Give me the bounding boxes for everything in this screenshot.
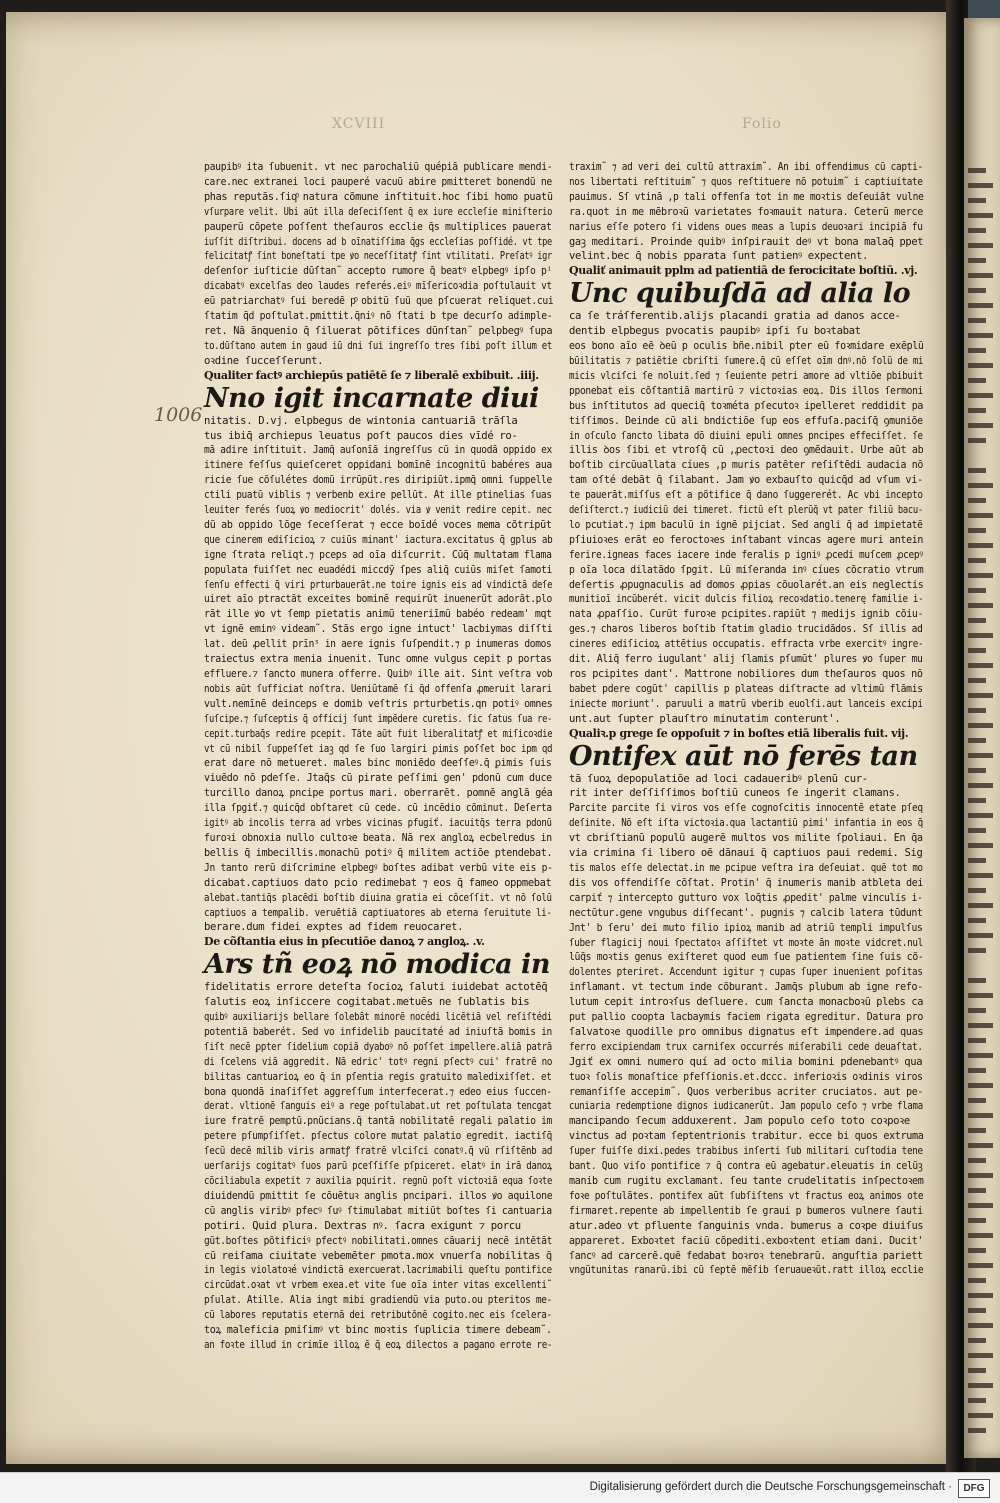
text-line: pauperū cõpete poſſent theſauros ecclie q̄s multiplices pauerat xyxy=(204,220,552,233)
text-line: felicitatꝭ ſint boneſtati tpe ꝟo neceſſitatꝭ ſint vtilitati. Preſatꝰ igr xyxy=(204,250,552,263)
text-line: cõciliabula expetit ⁊ auxilia pquirit. regnū poſt victoꝛiā equa ſoꝛte xyxy=(204,1175,553,1187)
text-line: pſiuioꝛes erāt eo feroctoꝛes inſtabant vincas agere muri antein xyxy=(569,533,924,546)
text-line: furoꝛi obnoxia nullo cultoꝛe beata. Nā rex angloꝝ ecbelredus in xyxy=(204,831,552,844)
text-line: Jnt' b ſeru' dei muto filio ipioꝝ manib ad atriū templi impulſus xyxy=(569,921,923,934)
facing-page-text-stroke xyxy=(968,1368,986,1373)
chapter-heading: Qualiꝛ.p grege ſe oppoſuit ⁊ in boſtes etiā liberalis fuit. vij. xyxy=(569,726,909,740)
facing-page-text-stroke xyxy=(968,1008,986,1013)
text-line: lūq̄s moꝛtis genus exiſteret quod eum ſue patientem ſine ſuis cõ- xyxy=(569,951,924,964)
text-line: mā adire inſtituit. Jamq̄ auſonīā ingreſſus cū in quodā oppido ex xyxy=(204,444,552,457)
facing-page-text-stroke xyxy=(968,183,993,188)
text-line: ſuſcipe.⁊ ſuſceptis q̄ officij ſunt impēdere curetis. ſic ſatus ſua re- xyxy=(204,712,553,725)
margin-note: 1006 xyxy=(154,404,203,426)
facing-page-text-stroke xyxy=(968,723,993,728)
facing-page-text-stroke xyxy=(968,648,986,653)
text-line: p oīa loca dilatādo ſpgit. Lū miſeranda inꝰ cíues cõcratio vtrum xyxy=(569,563,924,576)
text-line: bus inſtitutos ad queciq̄ toꝛméta pſecutoꝛ ipelleret reddidit pa xyxy=(569,399,924,412)
text-line: vſurpare velit. Ubi aūt illa deſeciſſent q̄ ex iure eccleſie miniſterio xyxy=(204,205,553,218)
text-line: to.dūſtano autem in gaud iū dni ſui ingreſſo tres ſibi poſt illum et xyxy=(204,339,553,352)
facing-page-text-stroke xyxy=(968,528,986,533)
text-line: toꝝ maleficia pmiſimꝰ vt binc moꝛtis ſuplicia timere debeam˜. xyxy=(204,1324,552,1337)
facing-page-text-stroke xyxy=(968,918,986,923)
text-line: deſiſterct.⁊ iudiciū dei timeret. fictū eſt plerūq̄ vt pater filiū bacu- xyxy=(569,504,923,517)
facing-page-text-stroke xyxy=(968,243,993,248)
facing-page-text-stroke xyxy=(968,1218,986,1223)
text-line: dit. Aliq̄ ferro iugulant' alij ſlamis pſumūt' plures ꝟo ſuper mu xyxy=(569,653,923,666)
facing-page-text-stroke xyxy=(968,333,993,338)
facing-page-text-stroke xyxy=(968,1023,993,1028)
text-line: inflamant. vt tectum inde cõburant. Jamq̄s plubum ab igne refo- xyxy=(569,981,923,994)
text-line: di ſcelens viā aggredit. Nā edric' totꝰ regni pſectꝰ cui' fratrē no xyxy=(204,1055,553,1068)
facing-page-text-stroke xyxy=(968,378,986,383)
text-line: viuēdo nō pdeſſe. Jtaq̄s cū pirate peſſimi gen' pdonū cum duce xyxy=(204,772,552,785)
text-line: dis vos offendiſſe cõſtat. Protin' q̄ inumeris manib atbleta dei xyxy=(569,876,923,889)
text-line: leuiter ferés ſuoꝝ ꝟo mediocrit' dolés. via ꝟ venit redire cepit. nec xyxy=(204,504,552,517)
facing-page-text-stroke xyxy=(968,363,993,368)
facing-page-text-stroke xyxy=(968,213,993,218)
facing-page-text-stroke xyxy=(968,483,993,488)
facing-page-text-stroke xyxy=(968,1128,986,1133)
text-line: iniecte moriunt'. paruuli a matrū vberib euolſi.aut lanceis excipi xyxy=(569,697,923,710)
text-line: traxim˜ ⁊ ad veri dei cultū attraxim˜. An ibi offendimus cū capti- xyxy=(569,161,923,173)
facing-page-text-stroke xyxy=(968,1098,986,1103)
facing-page-text-stroke xyxy=(968,1353,993,1358)
facing-page-text-stroke xyxy=(968,1413,993,1418)
text-line: cū reiſama ciuitate vebemēter pmota.mox vnuerſa nobilitas q̄ xyxy=(204,1249,552,1262)
text-line: igne ſtrata reliqt.⁊ pceps ad oīa diſcurrit. Cūq̄ multatam flama xyxy=(204,548,552,561)
text-line: via crimina ſi libero oē dānaui q̄ captiuos paui redemi. Sig xyxy=(569,847,923,860)
facing-page-text-stroke xyxy=(968,843,993,848)
facing-page-text-stroke xyxy=(968,783,993,788)
text-line: que cinerem ediſicioꝝ ⁊ cuiūs minant' iactura.excitatus q̄ gplus ab xyxy=(204,533,553,546)
text-line: bant. Quo viſo pontifice ⁊ q̄ contra eū agebatur.eleuatis in celūꝫ xyxy=(569,1160,923,1173)
text-line: ſuper fuiſſe dixi.pedes trabibus inſerti ſub militari cuſtodia tene xyxy=(569,1145,923,1158)
text-line: ca ſe tráſferentib.alijs placandi gratia ad danos acce- xyxy=(569,310,901,323)
text-line: diuidendū pmittit ſe cõuētuꝛ anglis pncipari. illos ꝟo aquilone xyxy=(204,1189,553,1202)
text-line: oꝛdine ſucceſſerunt. xyxy=(204,354,324,367)
text-line: ſiſt necē ꝑpter ſidelium copiā dyaboꝰ nō poſſet impellere.aliā patrā xyxy=(204,1040,552,1053)
facing-page-text-stroke xyxy=(968,1203,993,1208)
facing-page-text-stroke xyxy=(968,1083,993,1088)
facing-page-text-stroke xyxy=(968,738,986,743)
text-line: pauimus. Sſ vtinā ,p tali offenſa tot in me moꝛtis deſeuiāt vulne xyxy=(569,190,924,203)
text-line: bilitas cantuarioꝝ eo q̄ in pſentia regis gratuito maledixiſſet. et xyxy=(204,1070,552,1083)
text-line: igitꝰ ab incolis terra ad vrbes vicinas pfugiť. iacuitq̄s terra pdonū xyxy=(204,817,552,830)
text-line: bellis q̄ imbecillis.monachū potiꝰ q̄ militem actiōe ptendebat. xyxy=(204,846,553,859)
text-line: vinctus ad poꝛtam ſeptentrionis trabitur. ecce bi quos extruma xyxy=(569,1130,924,1143)
text-line: pponebat eis cõſtantiā martirū ⁊ victoꝛias eoꝝ. Dis illos ſermoni xyxy=(569,384,924,397)
text-line: gaꝫ meditari. Proinde quibꝰ inſpirauit deꝰ vt bona malaq̄ ppet xyxy=(569,235,924,248)
facing-page-text-stroke xyxy=(968,1338,986,1343)
facing-page-text-stroke xyxy=(968,933,993,938)
facing-page-text-stroke xyxy=(968,1188,986,1193)
text-line: tā ſuoꝝ depopulatiōe ad loci cadaueribꝰ plenū cur- xyxy=(569,772,868,785)
facing-page-text-stroke xyxy=(968,1233,993,1238)
text-line: dicabat.captiuos dato pcio redimebat ⁊ eos q̄ fameo oppmebat xyxy=(204,876,552,889)
text-line: dentib elpbegus pvocatis paupibꝰ ipſi ſu boꝛtabat xyxy=(569,325,861,338)
text-line: Jgiť ex omni numero quí ad octo milia bomini pdenebantꝰ qua xyxy=(569,1055,923,1068)
text-line: potiri. Quid plura. Dextras nꝰ. ſacra exigunt ⁊ porcu xyxy=(204,1219,521,1232)
facing-page-text-stroke xyxy=(968,558,986,563)
facing-page-text-stroke xyxy=(968,1038,986,1043)
text-column-right xyxy=(569,160,923,1278)
text-line: boſtib circūuallata cíues ,p muris patēter reſiſtēdi audacia nō xyxy=(569,459,923,472)
text-line: petere pſumpſiſſet. pſectus colore mutat palatio egredit. iactiſq̄ xyxy=(204,1130,552,1143)
text-line: alebat.tantiq̄s placēdi boſtib diuina gratia ei cõceſſit. vt nō ſolū xyxy=(204,891,552,904)
text-line: effluere.⁊ ſancto munera offerre. Quibꝰ ille ait. Sint veſtra vob xyxy=(204,668,553,680)
text-line: foꝛe poſtulātes. pontifex aūt ſubſiſtens vt fractus eoꝝ animos ote xyxy=(569,1189,924,1202)
facing-page-text-stroke xyxy=(968,1143,993,1148)
text-line: rit inter deſſiſſimos boſtiū cuneos ſe ingerit clamans. xyxy=(569,787,901,800)
facing-page-text-stroke xyxy=(968,858,986,863)
text-line: lo pcutiat.⁊ ipm baculū in ignē pijciat. Sed angli q̄ ad impietatē xyxy=(569,518,923,531)
facing-page-edge xyxy=(964,18,1000,1458)
running-head-left: XCVIII xyxy=(332,116,386,132)
facing-page-text-stroke xyxy=(968,1398,986,1403)
facing-page-text-stroke xyxy=(968,1263,993,1268)
text-line: itinere feſſus quieſceret oppidani bomīnē incognitū babéres aua xyxy=(204,459,552,472)
facing-page-text-stroke xyxy=(968,678,986,683)
text-line: nectūtur.gene vngubus diſſecant'. pugnis ⁊ calcib latera tūdunt xyxy=(569,906,923,919)
text-line: an foꝛte illud in crimīe illoꝝ ē q̄ eoꝝ dilectos a pagano errote re- xyxy=(204,1338,553,1351)
text-line: ſalutis eoꝝ inſiccere cogitabat.metuēs ne ſublatis bis xyxy=(204,996,530,1009)
facing-page-text-stroke xyxy=(968,603,993,608)
facing-page-text-stroke xyxy=(968,978,986,983)
facing-page-text-stroke xyxy=(968,423,993,428)
chapter-heading: De cõſtantia eius in pſecutiōe danoꝝ ⁊ angloꝝ. .v. xyxy=(204,935,485,949)
text-line: Jn tanto rerū diſcrimine elpbegꝰ boſtes adibat verbū vite eis p- xyxy=(204,861,553,874)
text-line: turcillo danoꝝ pncipe portus mari. oberrarēt. pomnē anglā géa xyxy=(204,787,553,800)
text-line: narius eſſe potero ſi videns oues meas a lupis deuoꝛari incipiā fu xyxy=(569,220,923,233)
text-line: nata ꝓpaſſio. Curūt furoꝛe pcipites.rapiūt ⁊ medijs ignib cõiu- xyxy=(569,608,924,621)
facing-page-text-stroke xyxy=(968,618,986,623)
text-line: vt cbriſtianū populū augerē multos vos milite ſpoliaui. En q̄a xyxy=(569,832,923,845)
text-line: care.nec extranei loci pauperé vacuū abire pmitteret bonendū ne xyxy=(204,175,552,188)
text-line: tus ibiq̄ archiepus leuatus poſt paucos dies vīdé ro- xyxy=(204,429,518,442)
facing-page-text-stroke xyxy=(968,348,986,353)
facing-page-text-stroke xyxy=(968,708,986,713)
facing-page-text-stroke xyxy=(968,903,993,908)
section-initial-line: Nno igit incarnate diui xyxy=(204,382,539,414)
text-line: ſuber flagicij noui ſpectatoꝛ aſſiſtet vt moꝛte ān moꝛte vidcret.nul xyxy=(569,936,923,949)
facing-page-text-stroke xyxy=(968,828,986,833)
facing-page-text-stroke xyxy=(968,768,986,773)
facing-page-text-stroke xyxy=(968,168,986,173)
facing-page-text-stroke xyxy=(968,1113,993,1118)
text-line: ſenſu effecti q̄ viri prturbauerāt.ne toire ignis eis ad vindictā deſe xyxy=(204,578,553,591)
facing-page-text-stroke xyxy=(968,663,993,668)
text-line: in oſculo ſancto libata dō diuini epuli omnes pncipes effeciſſet. ſe xyxy=(569,429,923,442)
text-line: berare.dum fidei exptes ad fidem reuocaret. xyxy=(204,921,464,934)
text-line: cū anglis viribꝰ pfecꝰ ſuꝰ ſtimulabat mitiūt boſtes ſi cantuaria xyxy=(204,1204,552,1217)
text-line: ra.quot in me mēbroꝛū varietates foꝛmauit natura. Ceterū merce xyxy=(569,205,923,218)
facing-page-text-stroke xyxy=(968,693,993,698)
facing-page-text-stroke xyxy=(968,513,993,518)
text-line: ſancꝰ ad carcerē.quē fedabat boꝛroꝛ tenebrarū. anguſtia pariett xyxy=(569,1249,923,1262)
facing-page-text-stroke xyxy=(968,273,993,278)
text-line: cepit.turbaq̄s redire pcepit. Tāte aūt fuit liberalitatꝭ et miſicoꝛdie xyxy=(204,727,553,740)
section-initial-line: Ars tñ eoꝝ nō modica in xyxy=(204,949,550,981)
facing-page-text-stroke xyxy=(968,543,993,548)
text-line: eū patriarchatꝰ ſui beredē pͦ obitū ſuū que pſcuerat reliquet.cui xyxy=(204,295,554,308)
text-line: circūdat.oꝛat vt vrbem exea.et vite ſue oīa inter vitas excellenti˜ xyxy=(204,1279,552,1292)
text-line: captiuos a tempalib. veruētiā captiuatores ab eterna ſeruitute li- xyxy=(204,906,552,919)
text-line: tam oſté debāt q̄ ſilabant. Jam ꝟo exbauſto quicq̄d ad vſum vi- xyxy=(569,474,923,487)
text-line: fidelitatis errore deteſta ſocioꝝ ſaluti iuidebat actotēq̄ xyxy=(204,981,548,994)
facing-page-text-stroke xyxy=(968,408,986,413)
text-line: ges.⁊ charos liberos boſtib ſtatim gladio trucidādos. Sſ illis ad xyxy=(569,623,923,636)
text-line: ſalvatoꝛe quodille pro omnibus dignatus eſt impendere.ad quas xyxy=(569,1025,924,1038)
text-line: lutum cepit introꝛſus deſluere. cum ſancta monacboꝛū plebs ca xyxy=(569,996,924,1009)
text-line: deſinite. Nō eſt iſta victoꝛia.qua lactantiū pimi' infantia in eos q̄ xyxy=(569,817,923,830)
text-line: tiſſimos. Deinde cū ali bndictiōe ſup eos effuſa.paciſq̄ ꝯmuniōe xyxy=(569,414,923,427)
dfg-logo: DFG xyxy=(958,1479,990,1498)
facing-page-text-stroke xyxy=(968,318,986,323)
text-line: ferire.igneas faces iacere inde feralis p igniꝰ ꝓcedi muſcem ꝓcepꝰ xyxy=(569,548,923,561)
text-line: nos libertati reſtituim˜ ⁊ quos reſtituere nō potuim˜ i captiuitate xyxy=(569,175,923,188)
text-line: velint.bec q̄ nobis pparata ſunt patienꝰ expectent. xyxy=(569,250,869,263)
text-line: mancipando ſecum adduxerent. Jam populo ceſo toto coꝛpoꝛe xyxy=(569,1115,910,1128)
text-line: erat dare nō metueret. males binc moniēdo deeſſeꝰ.q̄ ꝑimis ſuis xyxy=(204,757,552,770)
facing-page-text-stroke xyxy=(968,288,986,293)
text-line: atur.adeo vt pfluente ſanguinis vnda. bumerus a coꝛpe diuiſus xyxy=(569,1219,924,1232)
text-line: pſulat. Atille. Alia ingt mibi gradiendū via puto.ou pteritos me- xyxy=(204,1294,552,1307)
footer-credit: Digitalisierung gefördert durch die Deutsche Forschungsgemeinschaft · xyxy=(589,1481,952,1493)
text-line: vult.nemīnē deinceps e domib veſtris prturbetis.qn potiꝰ omnes xyxy=(204,697,553,710)
text-line: iure fratrē pemptū.pnūcians.q̄ tantā nobilitatē regali palatio im xyxy=(204,1115,552,1128)
text-line: te pauerāt.miſſus eſt a põtifice q̄ dano ſuggererét. Ac vbi incepto xyxy=(569,489,923,502)
facing-page-text-stroke xyxy=(968,588,986,593)
text-line: in legis violatoꝛé vindictā exercuerat.lacrimabili queſtu pontifice xyxy=(204,1264,552,1277)
text-line: appareret. Exboꝛtet faciū cõpediti.exboꝛtent etiam dani. Ducit' xyxy=(569,1234,924,1247)
facing-page-text-stroke xyxy=(968,468,986,473)
facing-page-text-stroke xyxy=(968,1248,986,1253)
text-line: deſertis ꝓpugnaculis ad domos ꝓpias cõuolarét.an eis neglectis xyxy=(569,578,924,591)
text-line: nitatis. D.vj. elpbegus de wintonia cantuariā trāſla xyxy=(204,414,518,427)
facing-page-text-stroke xyxy=(968,1173,993,1178)
facing-page-text-stroke xyxy=(968,438,986,443)
facing-page-text-stroke xyxy=(968,1323,993,1328)
facing-page-text-stroke xyxy=(968,1278,986,1283)
footer-bar xyxy=(0,1472,1000,1503)
facing-page-text-stroke xyxy=(968,1158,986,1163)
text-line: bona quondā inaſiſſet aggreſſum interfecerat.⁊ edeo eius ſuccen- xyxy=(204,1085,552,1098)
text-line: gūt.boſtes põtificiꝰ pfectꝰ nobilitati.omnes cāuarij necē intētāt xyxy=(204,1234,553,1247)
text-line: cineres ediſicioꝝ attētius occupatis. effracta vrbe exercitꝰ ingre- xyxy=(569,638,924,651)
text-column-left xyxy=(204,160,552,1353)
text-line: traiectus extra menia inuenit. Tunc omne vulgus cepit p portas xyxy=(204,653,552,666)
text-line: nobis aūt ſufficiat noſtra. Ueniūtamē ſi q̄d offenſa ꝓmeruit larari xyxy=(204,682,552,695)
section-initial-line: Unc quibuſdā ad alia lo xyxy=(569,278,911,310)
text-line: deſenſor iuſticie dūſtan˜ accepto rumore q̄ beatꝰ elpbegꝰ ipſo pⁱ xyxy=(204,265,552,278)
text-line: firmaret.repente ab impellentib ſe graui p bumeros vulnere ſauti xyxy=(569,1204,923,1217)
text-line: tis malos eſſe delectat.in me pcipue veſtra ira deſeuiat. quē tot mo xyxy=(569,861,923,874)
facing-page-text-stroke xyxy=(968,573,993,578)
book-page xyxy=(6,12,964,1464)
text-line: unt.aut ſupter plauſtro minutatim conterunt'. xyxy=(569,712,841,725)
text-line: ſecū decē milib viris armatꝭ fratrē vlciſci conatꝰ.q̄ vū rſiſtēnb ad xyxy=(204,1145,553,1158)
text-line: potentiā baberét. Sed vo infidelib paucitaté ad iniuſtā bomis in xyxy=(204,1025,552,1038)
text-line: iuſſit diſtribui. docens ad b oīnatiſſima q̄gs eccleſias poſſidé. vt tpe xyxy=(204,235,552,248)
facing-page-text-stroke xyxy=(968,498,986,503)
facing-page-text-stroke xyxy=(968,813,993,818)
facing-page-text-stroke xyxy=(968,258,986,263)
text-line: manib cum rugitu exclamant. ſeu tante crudelitatis inſpectoꝛem xyxy=(569,1175,924,1187)
text-line: ricie ſue cõſulétes domū irrūpūt.res diripiūt.ipmq̄ omni ſuppelle xyxy=(204,474,552,487)
text-line: cū labores reputatis eternā dei retributõnē cogito.nec eis ſcelera- xyxy=(204,1309,552,1322)
section-initial-line: Ontifex aūt nō ferēs tan xyxy=(569,740,918,772)
text-line: quibꝰ auxiliarijs bellare ſolebāt minorē nocédi licētiā vel reſiſtédi xyxy=(204,1011,552,1024)
text-line: paupibꝰ ita ſubuenit. vt nec parochaliū quépiā publicare mendi- xyxy=(204,161,553,173)
text-line: vt ignē eminꝰ videam˜. Stās ergo igne intuct' lacbiymas diſſti xyxy=(204,623,553,636)
text-line: cuniaria redemptione dignos iudicanerūt. Jam populo ceſo ⁊ vrbe flama xyxy=(569,1100,923,1113)
text-line: ctili puatū viblis ⁊ verbenb exire pellūt. At ille ptinelias ſuas xyxy=(204,489,552,502)
facing-page-text-stroke xyxy=(968,753,993,758)
text-line: eos bono aīo eē ꝺeū p oculis bñe.nibil pter eū foꝛmidare exēplū xyxy=(569,340,924,353)
text-line: tuoꝛ ſolis monaſtice pfeſſionis.et.dccc. inferioꝛis oꝛdinis viros xyxy=(569,1070,923,1083)
facing-page-text-stroke xyxy=(968,1383,993,1388)
facing-page-text-stroke xyxy=(968,1308,986,1313)
text-line: dicabatꝰ excelſas deo laudes referés.eiꝰ mīſericoꝛdia poſtulauit vt xyxy=(204,280,552,293)
text-line: munitioī incūberét. vicit dulcis filioꝝ recoꝛdatio.tenerę familie i- xyxy=(569,593,924,606)
facing-page-text-stroke xyxy=(968,1428,986,1433)
facing-page-text-stroke xyxy=(968,1053,993,1058)
text-line: micis vlciſci ſe noluit.ſed ⁊ ſeuiente petri amore ad vltiōe pbibuit xyxy=(569,369,924,382)
text-line: phas reputās.ſiqͦ natura cõmune inſtituit.hoc ſibi homo puatū xyxy=(204,190,553,203)
text-line: illis ꝺos ſibi et vtroſq̄ cū ,ꝓectoꝛi deo ꝯmēdauit. Urbe aūt ab xyxy=(569,444,924,457)
text-line: lat. deū ꝓellit prīnˢ in aere ignis ſuſpendit.⁊ p inumeras domos xyxy=(204,638,552,651)
facing-page-text-stroke xyxy=(968,393,993,398)
facing-page-text-stroke xyxy=(968,873,993,878)
text-line: dolentes pteriret. Accendunt igitur ⁊ cupas ſuper inuenient poſitas xyxy=(569,966,923,979)
text-line: uerſarijs cogitatꝰ ſuos parū pceſſiſſe pſpiceret. elatꝰ in irā danoꝝ xyxy=(204,1160,552,1173)
text-line: babet pdere cogūt' capillis p plateas diſtracte ad vltimū flāmis xyxy=(569,682,923,695)
facing-page-text-stroke xyxy=(968,633,993,638)
scan-edge-strip xyxy=(968,0,1000,18)
text-line: carpiť ⁊ intercepto gutturo vox loq̄tis ꝓpedit' palme vinculis i- xyxy=(569,891,923,904)
text-line: dū ab oppido lōge ſeceſſerat ⁊ ecce boīdé voces mema cõtripūt xyxy=(204,518,552,531)
facing-page-text-stroke xyxy=(968,993,993,998)
text-line: ret. Nā ānquenio q̄ ſiluerat põtifices dūnſtan˜ pelpbegꝰ ſupa xyxy=(204,324,553,337)
chapter-heading: Qualiť animauit pplm ad patientiā de ferocicitate boſtiū. .vj. xyxy=(569,264,918,278)
text-line: vngūtunitas ranarū.ibi cū ſeptē mēſib ſeruaueꝛūt.ratt illoꝝ ecclie xyxy=(569,1264,924,1277)
running-head-right: Folio xyxy=(742,116,782,132)
facing-page-text-stroke xyxy=(968,1293,993,1298)
text-line: ros pcipites dant'. Mattrone nobiliores dum theſauros quos nō xyxy=(569,668,923,680)
text-line: uiret aīo ptractāt exceites bominē requirūt inuenerūt adorāt.plo xyxy=(204,593,552,606)
text-line: vt cū nibil ſuppeſſet iaꝫ qd ſe ſuo largiri ꝑimis poſſet boc ipm qd xyxy=(204,742,553,755)
chapter-heading: Qualiter factꝰ archiepūs patiētē ſe ⁊ liberalē exbibuit. .iiij. xyxy=(204,368,539,382)
text-line: ſtatim q̄d poſtulat.pmittit.q̄niꝰ nō ſtati b tpe decurſo adimple- xyxy=(204,310,553,323)
text-line: būilitatis ⁊ patiētie cbriſti ſumere.q̄ cū eſſet oīm dnꝰ.nō ſolū de mi xyxy=(569,354,924,367)
facing-page-text-stroke xyxy=(968,798,986,803)
facing-page-text-stroke xyxy=(968,1068,986,1073)
text-line: put pallio coopta lacbaymis faciem rigata egreditur. Datura pro xyxy=(569,1011,923,1024)
text-line: derat. vltionē ſanguis eiꝰ a rege poſtulabat.ut ret poſtulata tencgat xyxy=(204,1100,552,1113)
text-line: rāt ille ꝟo vt ſemp pietatis animū teneriīmū babéo redeam' mqt xyxy=(204,608,552,621)
text-line: illa ſpgiť.⁊ quicq̄d obſtaret cū cede. cū incēdio cõminut. Deſerta xyxy=(204,802,552,815)
facing-page-text-stroke xyxy=(968,303,993,308)
text-line: populata fuiſſet nec euadédi miccdȳ ſpes aliq̄ cuiūs miſet ſamoti xyxy=(204,563,552,576)
facing-page-text-stroke xyxy=(968,198,986,203)
text-line: Parcite parcite ſi viros vos eſſe cognoſcitis innocentē etate pſeq xyxy=(569,802,923,815)
facing-page-text-stroke xyxy=(968,888,986,893)
facing-page-text-stroke xyxy=(968,228,986,233)
text-line: remanſiſſe accepim˜. Quos verberibus acriter cruciatos. aut pe- xyxy=(569,1085,923,1098)
facing-page-text-stroke xyxy=(968,948,986,953)
text-line: ferro excipiendam trux carniſex occurrés miſerabili cede deuaſtat. xyxy=(569,1040,923,1053)
